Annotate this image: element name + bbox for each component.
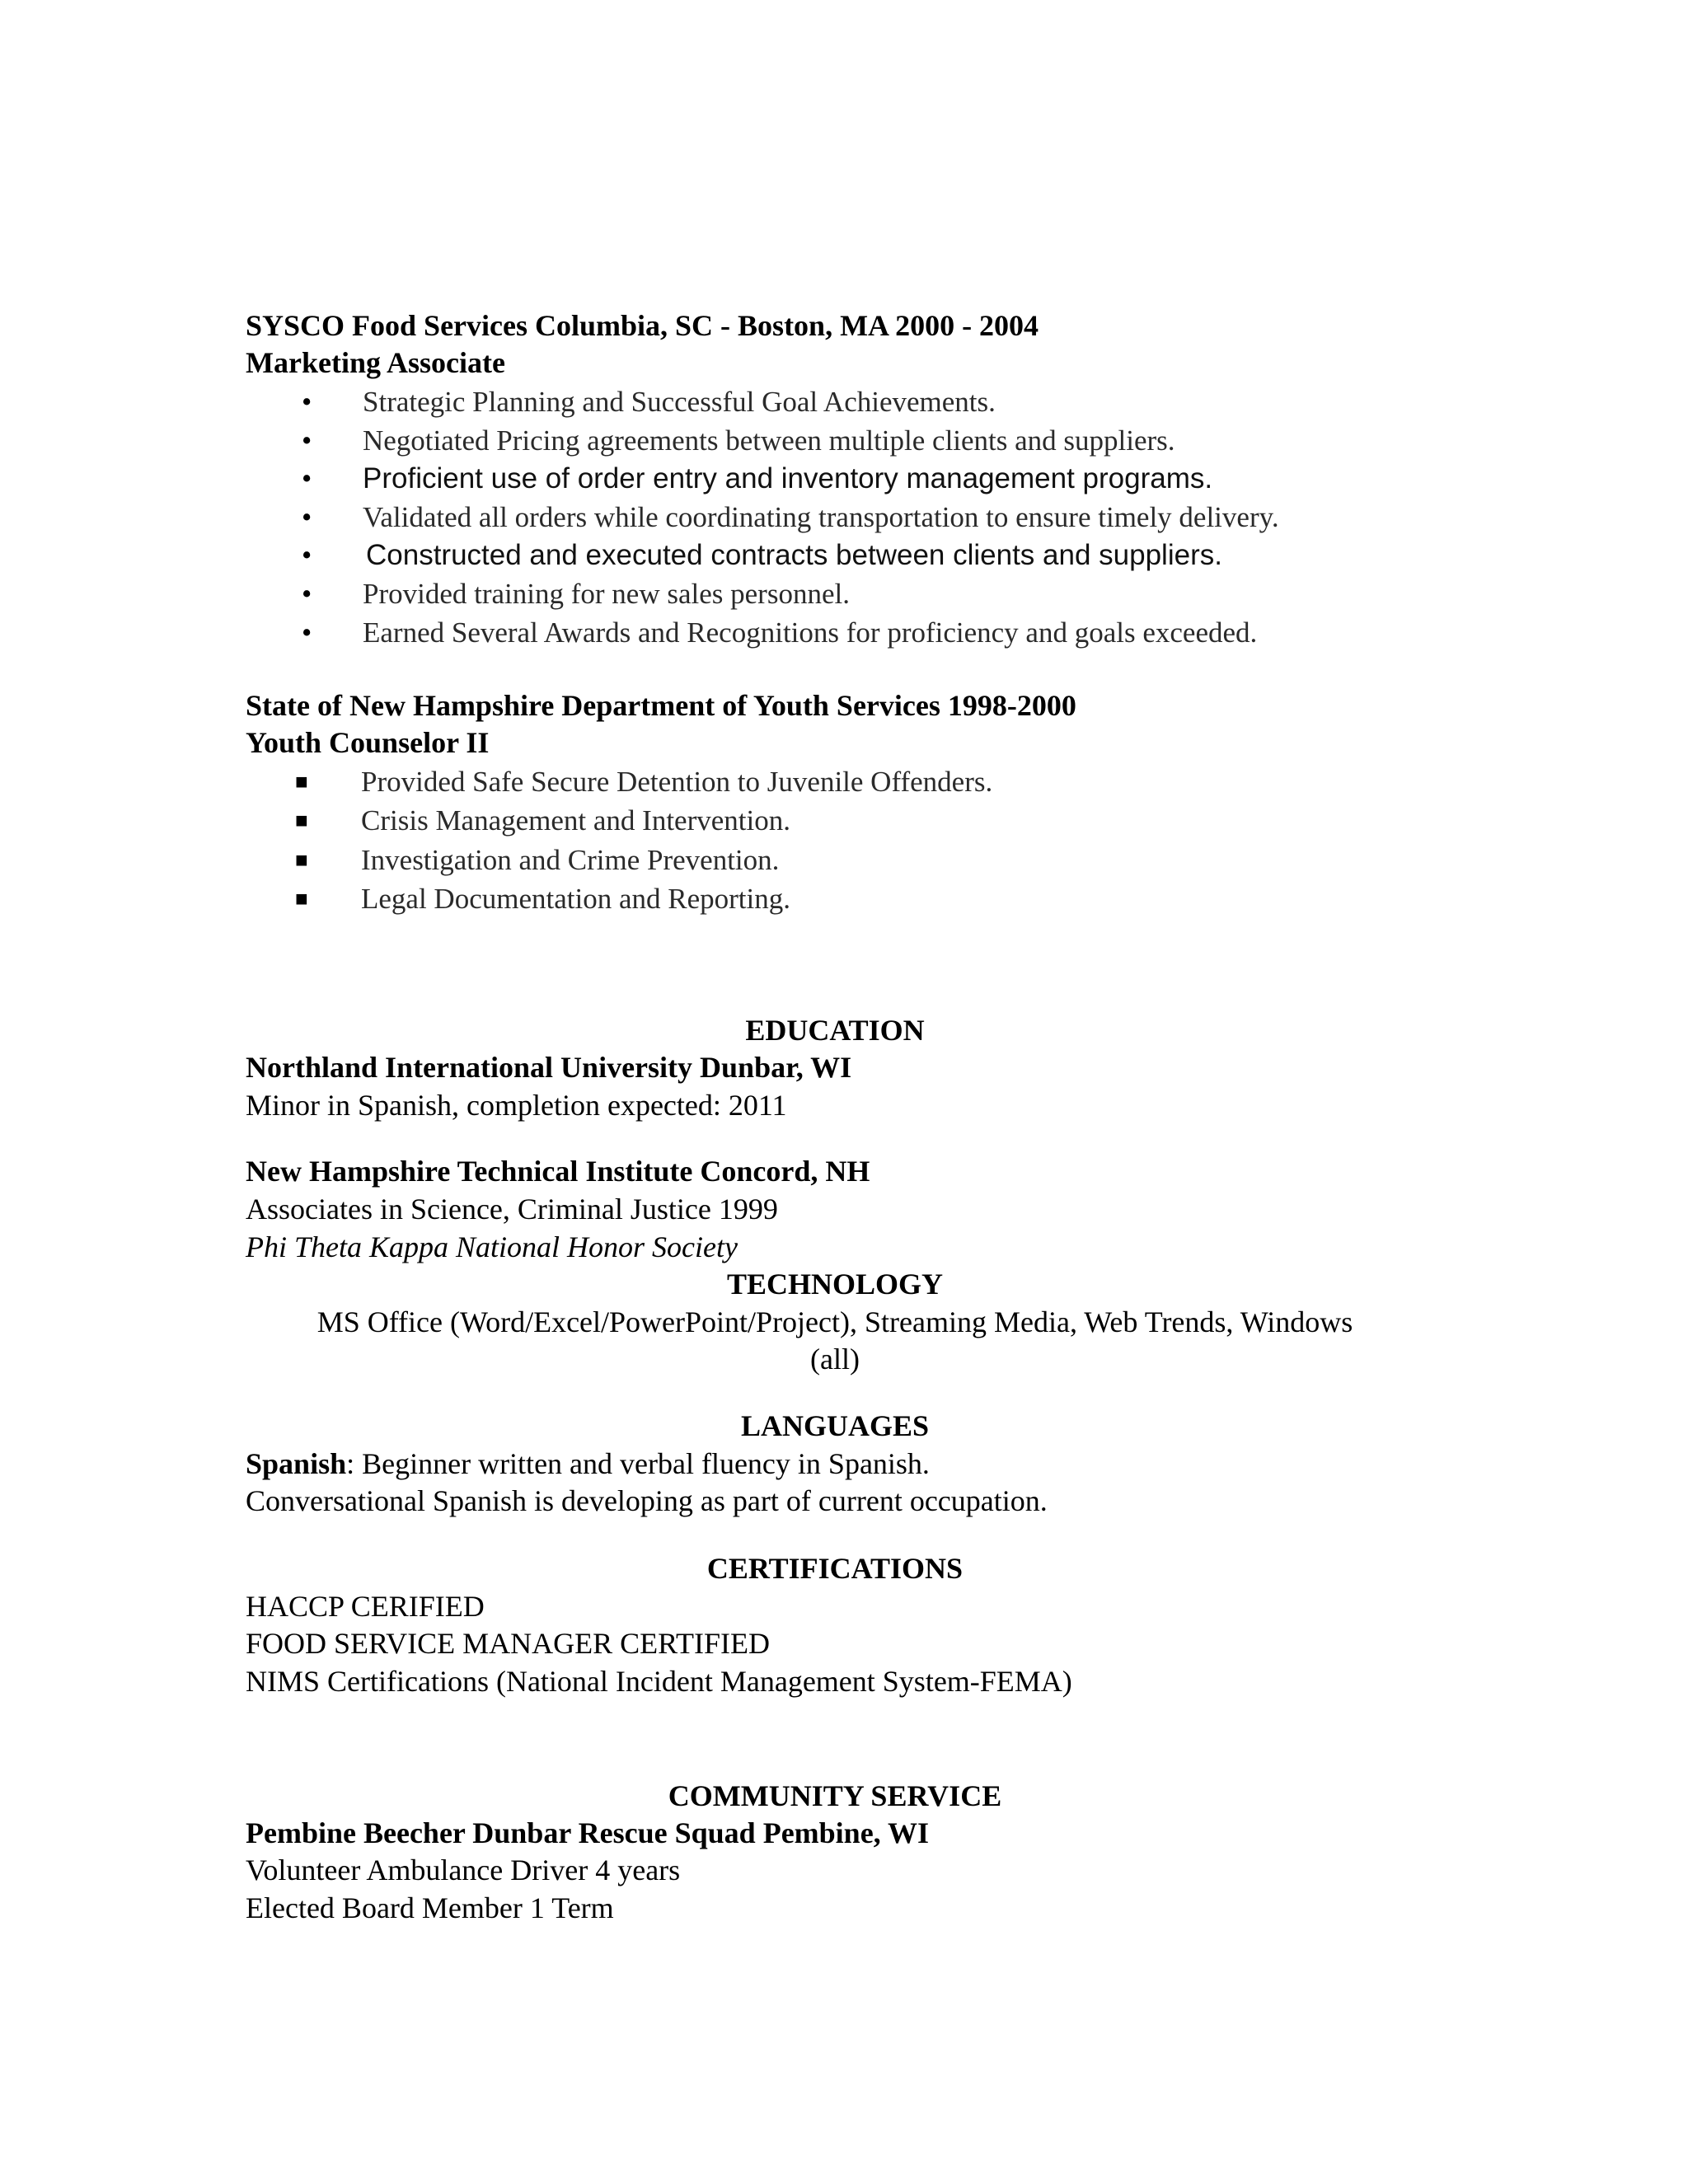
list-item: • Earned Several Awards and Recognitions for proficiency and goals exceeded. — [0, 614, 1688, 652]
certification-item: FOOD SERVICE MANAGER CERTIFIED — [246, 1627, 770, 1660]
square-bullet-icon: ■ — [295, 848, 308, 872]
list-item: • Strategic Planning and Successful Goal Achievements. — [0, 383, 1688, 421]
square-bullet-icon: ■ — [295, 770, 308, 794]
school-detail: Associates in Science, Criminal Justice 1999 — [246, 1193, 778, 1226]
list-item: ■ Legal Documentation and Reporting. — [0, 880, 1688, 918]
list-item: • Validated all orders while coordinating transportation to ensure timely delivery. — [0, 499, 1688, 537]
school-name: Northland International University Dunbar, WI — [246, 1051, 852, 1084]
list-item: ■ Provided Safe Secure Detention to Juvenile Offenders. — [0, 763, 1688, 801]
bullet-icon: • — [302, 462, 312, 494]
list-item: ■ Crisis Management and Intervention. — [0, 802, 1688, 840]
job-title: Marketing Associate — [246, 346, 505, 379]
bullet-icon: • — [302, 501, 312, 533]
section-heading-languages: LANGUAGES — [740, 1409, 930, 1442]
technology-line: (all) — [810, 1343, 860, 1376]
certification-item: NIMS Certifications (National Incident Management System-FEMA) — [246, 1665, 1072, 1698]
bullet-icon: • — [302, 386, 312, 418]
technology-line: MS Office (Word/Excel/PowerPoint/Project), Streaming Media, Web Trends, Windows — [316, 1305, 1353, 1338]
job-title: Youth Counselor II — [246, 726, 490, 759]
list-item: • Constructed and executed contracts between clients and suppliers. — [0, 537, 1688, 574]
job-employer: SYSCO Food Services Columbia, SC - Boston, MA 2000 - 2004 — [246, 309, 1039, 342]
section-heading-certifications: CERTIFICATIONS — [706, 1552, 964, 1585]
school-name: New Hampshire Technical Institute Concord, NH — [246, 1155, 870, 1188]
service-detail: Volunteer Ambulance Driver 4 years — [246, 1854, 681, 1886]
honor-society: Phi Theta Kappa National Honor Society — [246, 1230, 738, 1263]
list-item: • Negotiated Pricing agreements between multiple clients and suppliers. — [0, 422, 1688, 460]
bullet-icon: • — [302, 424, 312, 457]
list-item: • Provided training for new sales personnel. — [0, 575, 1688, 613]
list-item: ■ Investigation and Crime Prevention. — [0, 841, 1688, 879]
square-bullet-icon: ■ — [295, 887, 308, 911]
square-bullet-icon: ■ — [295, 808, 308, 832]
certification-item: HACCP CERIFIED — [246, 1590, 485, 1623]
bullet-icon: • — [302, 539, 312, 571]
job-employer: State of New Hampshire Department of Youth Services 1998-2000 — [246, 689, 1076, 722]
language-line — [246, 1445, 930, 1483]
section-heading-technology: TECHNOLOGY — [726, 1268, 944, 1301]
list-item: • Proficient use of order entry and inventory management programs. — [0, 460, 1688, 498]
language-line: Conversational Spanish is developing as part of current occupation. — [246, 1484, 1048, 1517]
section-heading-community-service: COMMUNITY SERVICE — [668, 1779, 1002, 1812]
organization-name: Pembine Beecher Dunbar Rescue Squad Pembine, WI — [246, 1816, 930, 1849]
bullet-icon: • — [302, 616, 312, 649]
language-name: Spanish — [246, 1447, 347, 1480]
section-heading-education: EDUCATION — [745, 1014, 925, 1047]
school-detail: Minor in Spanish, completion expected: 2011 — [246, 1089, 787, 1122]
language-level: : Beginner written and verbal fluency in Spanish. — [346, 1447, 930, 1480]
bullet-icon: • — [302, 578, 312, 610]
service-detail: Elected Board Member 1 Term — [246, 1891, 614, 1924]
